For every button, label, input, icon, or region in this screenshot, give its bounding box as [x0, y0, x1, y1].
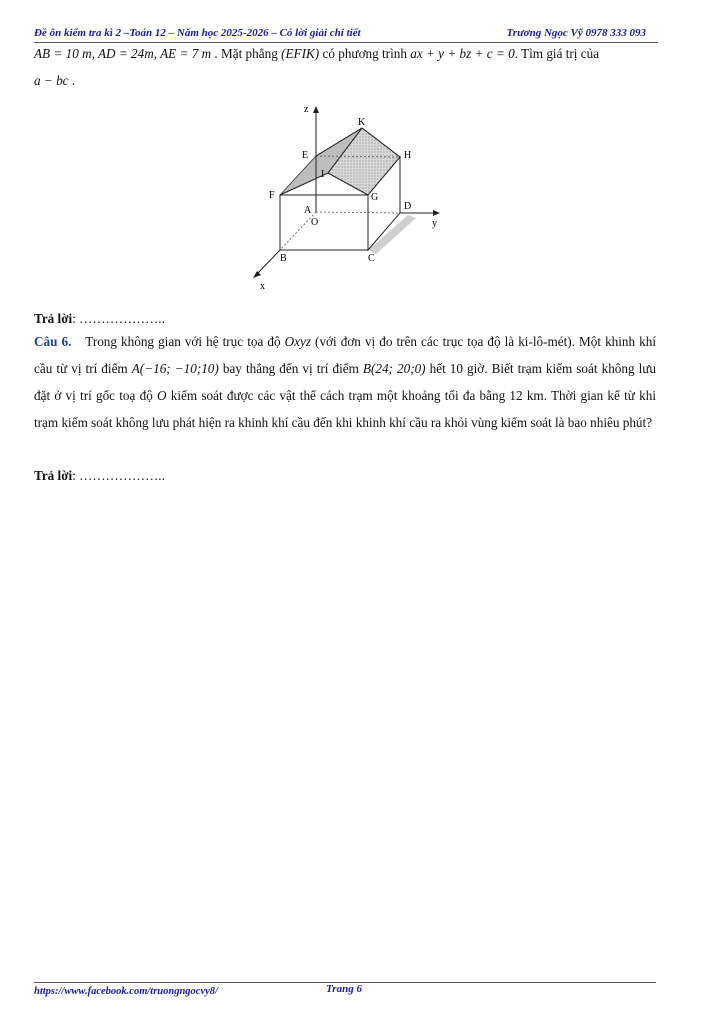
question-number: Câu 6.	[34, 334, 72, 349]
point-A: A(−16; −10;10)	[131, 361, 219, 376]
footer-link[interactable]: https://www.facebook.com/truongngocvy8/	[34, 986, 218, 997]
page-number: Trang 6	[326, 983, 362, 995]
label-O: O	[311, 217, 319, 228]
label-E: E	[302, 150, 309, 161]
text-fragment: hết 10 giờ. Biết trạm kiểm soát không lưu đặt ở vị trí gốc toạ độ	[34, 361, 657, 403]
text-fragment: có phương trình	[322, 46, 407, 61]
target-expression: a − bc	[34, 73, 69, 88]
text-fragment: bay thẳng đến vị trí điểm	[222, 361, 359, 376]
text-fragment: . Mặt phẳng	[214, 46, 278, 61]
label-z: z	[304, 104, 309, 115]
label-K: K	[358, 117, 366, 128]
answer-line-2	[34, 462, 656, 489]
dimensions-math: AB = 10 m, AD = 24m, AE = 7 m	[34, 46, 212, 61]
answer-dots: : ………………..	[72, 468, 165, 483]
label-I: I	[321, 169, 325, 180]
x-arrow	[253, 271, 261, 278]
answer-label: Trả lời	[34, 468, 73, 483]
z-arrow	[313, 106, 319, 113]
label-y: y	[432, 218, 437, 229]
text-fragment: . Tìm giá trị của	[514, 46, 600, 61]
header-title: Đề ôn kiểm tra kì 2 –Toán 12 – Năm học 2025-2026 – Có lời giải chi tiết	[34, 27, 361, 39]
label-F: F	[269, 190, 275, 201]
text-fragment: .	[71, 73, 76, 88]
previous-question-text	[34, 40, 656, 94]
y-arrow	[433, 210, 440, 216]
plane-equation: ax + y + bz + c = 0	[410, 46, 515, 61]
text-fragment: kiểm soát được các vật thể cách trạm một khoảng tối đa bằng 12 km. Thời gian kể từ khi trạm kiểm soát không lưu phát hiện ra khinh khí cầu đến khi khinh khí cầu ra khỏi vùng kiểm soát là bao nhiêu phút?	[34, 388, 657, 430]
label-x: x	[260, 281, 265, 292]
origin-O: O	[157, 388, 167, 403]
point-B: B(24; 20;0)	[362, 361, 426, 376]
front-face	[280, 195, 368, 250]
answer-dots: : ………………..	[72, 311, 165, 326]
label-B: B	[280, 253, 287, 264]
house-3d-figure	[248, 100, 446, 300]
label-H: H	[404, 150, 412, 161]
label-G: G	[371, 192, 379, 203]
question-6	[34, 328, 656, 436]
coordinate-system: Oxyz	[284, 334, 311, 349]
x-axis	[256, 250, 280, 275]
label-A: A	[304, 205, 312, 216]
label-D: D	[404, 201, 412, 212]
text-fragment: (với đơn vị đo trên các trục tọa độ là ki-lô-mét). Một khinh khí cầu từ vị trí điểm	[34, 334, 657, 376]
text-fragment: Trong không gian với hệ trục tọa độ	[85, 334, 281, 349]
header-author: Trương Ngọc Vỹ 0978 333 093	[506, 27, 646, 39]
plane-name: (EFIK)	[281, 46, 320, 61]
label-C: C	[368, 253, 375, 264]
answer-label: Trả lời	[34, 311, 73, 326]
